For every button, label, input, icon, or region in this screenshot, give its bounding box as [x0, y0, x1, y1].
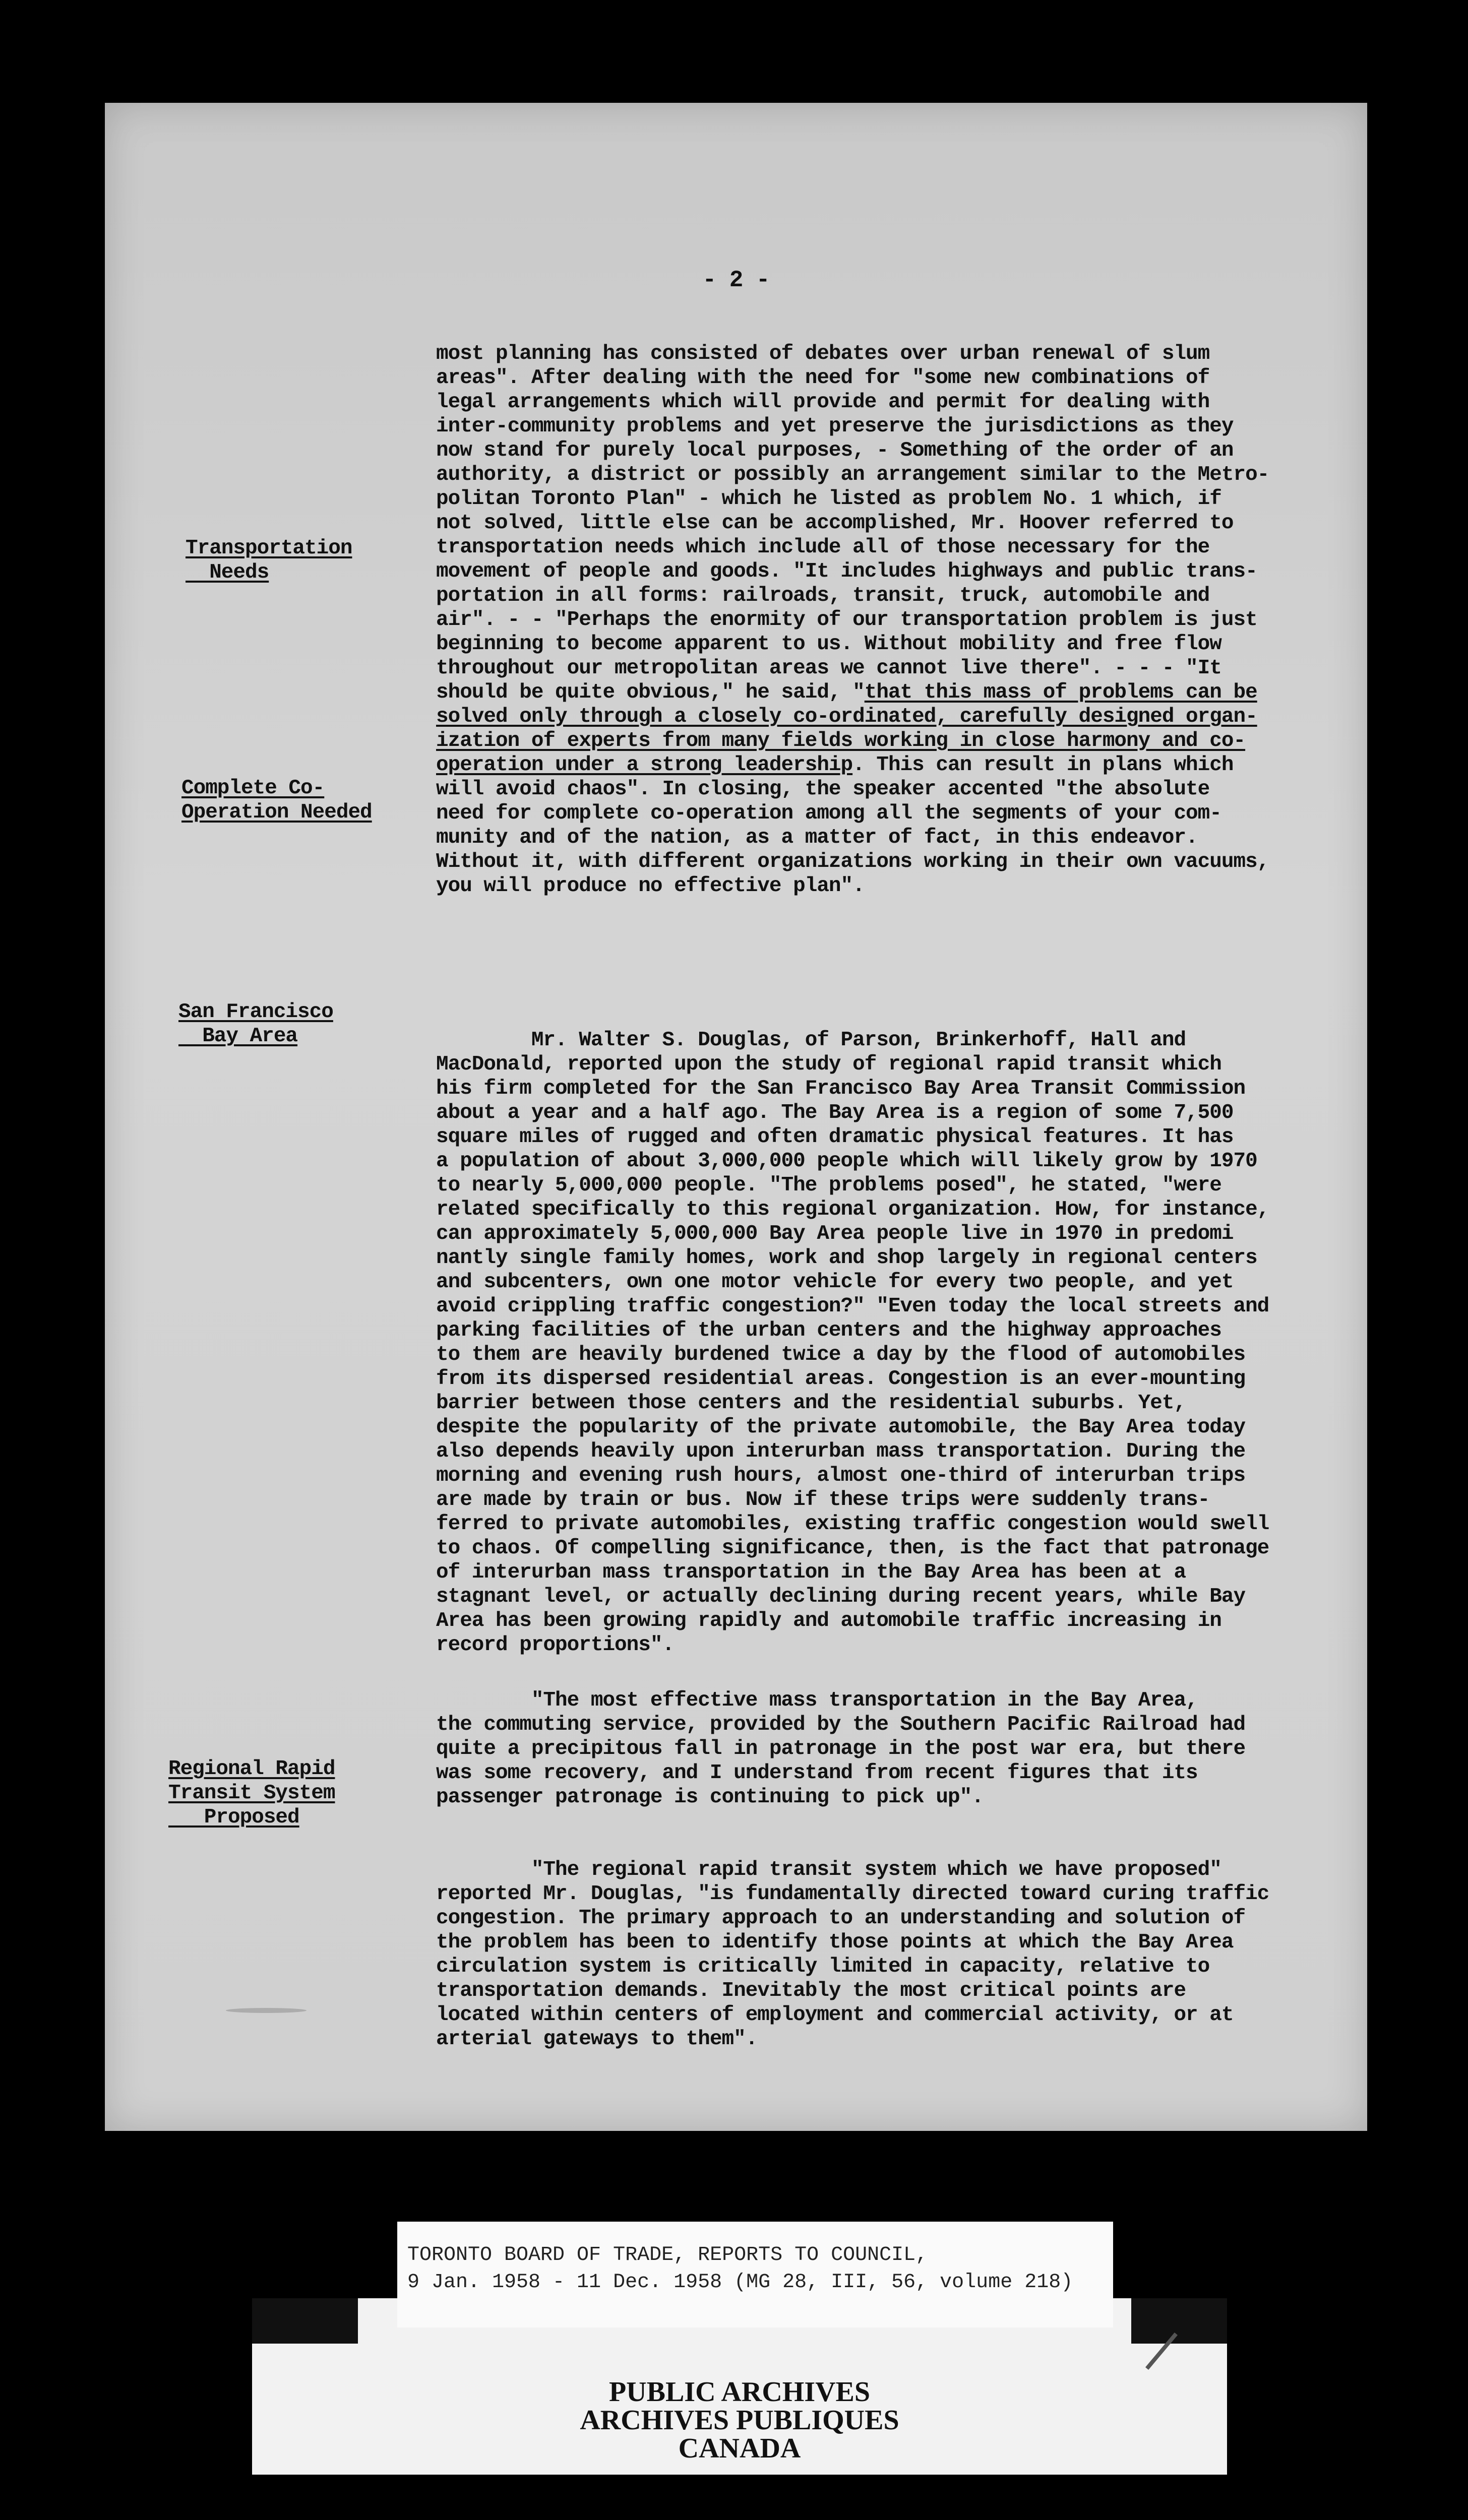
document-page	[105, 103, 1367, 2131]
text-line: to nearly 5,000,000 people. "The problems posed", he stated, "were	[436, 1174, 1221, 1197]
text-line: can approximately 5,000,000 Bay Area people live in 1970 in predomi	[436, 1222, 1234, 1245]
margin-note-complete-cooperation: Complete Co- Operation Needed	[181, 777, 372, 824]
text-line: "The most effective mass transportation in the Bay Area,	[436, 1689, 1198, 1712]
paragraph-hoover	[436, 342, 1323, 898]
citation-line: TORONTO BOARD OF TRADE, REPORTS TO COUNCIL,	[407, 2244, 928, 2266]
text-line: despite the popularity of the private automobile, the Bay Area today	[436, 1416, 1246, 1439]
text-line	[436, 729, 1323, 753]
text-line: nantly single family homes, work and shop largely in regional centers	[436, 1246, 1257, 1270]
logo-line: ARCHIVES PUBLIQUES	[580, 2405, 899, 2436]
text-line: morning and evening rush hours, almost one-third of interurban trips	[436, 1464, 1246, 1487]
text-line: arterial gateways to them".	[436, 2028, 758, 2051]
text-line: located within centers of employment and commercial activity, or at	[436, 2003, 1234, 2027]
text-line: the problem has been to identify those points at which the Bay Area	[436, 1931, 1234, 1954]
text-line: Without it, with different organizations working in their own vacuums,	[436, 850, 1269, 873]
archive-logo	[252, 2378, 1227, 2463]
text-line: will avoid chaos". In closing, the speaker accented "the absolute	[436, 778, 1210, 801]
page-smudge	[226, 2008, 307, 2013]
text-line: about a year and a half ago. The Bay Area is a region of some 7,500	[436, 1101, 1234, 1124]
text-line: transportation demands. Inevitably the most critical points are	[436, 1979, 1186, 2002]
text-line	[436, 753, 1323, 777]
text-line: reported Mr. Douglas, "is fundamentally directed toward curing traffic	[436, 1882, 1269, 1906]
text-line: beginning to become apparent to us. Without mobility and free flow	[436, 633, 1221, 656]
text-line: movement of people and goods. "It includes highways and public trans-	[436, 560, 1257, 583]
text-line	[436, 680, 1323, 705]
text-line: Mr. Walter S. Douglas, of Parson, Brinkerhoff, Hall and	[436, 1029, 1186, 1052]
text-line: parking facilities of the urban centers and the highway approaches	[436, 1319, 1221, 1342]
text-line: to them are heavily burdened twice a day by the flood of automobiles	[436, 1343, 1246, 1366]
text-line: avoid crippling traffic congestion?" "Even today the local streets and	[436, 1295, 1269, 1318]
text-line: areas". After dealing with the need for "some new combinations of	[436, 366, 1210, 390]
text-line: MacDonald, reported upon the study of regional rapid transit which	[436, 1053, 1221, 1076]
underlined-text: solved only through a closely co-ordinated, carefully designed organ-	[436, 705, 1257, 728]
text-line: was some recovery, and I understand from recent figures that its	[436, 1761, 1198, 1785]
text-line	[436, 705, 1323, 729]
text-line: air". - - "Perhaps the enormity of our transportation problem is just	[436, 608, 1257, 632]
text-line: a population of about 3,000,000 people which will likely grow by 1970	[436, 1150, 1257, 1173]
text-line: to chaos. Of compelling significance, then, is the fact that patronage	[436, 1537, 1269, 1560]
text-line: passenger patronage is continuing to pick up".	[436, 1786, 984, 1809]
text-line: authority, a district or possibly an arrangement similar to the Metro-	[436, 463, 1269, 486]
text-line: circulation system is critically limited in capacity, relative to	[436, 1955, 1210, 1978]
text-line: square miles of rugged and often dramatic physical features. It has	[436, 1125, 1234, 1149]
text-line: need for complete co-operation among all the segments of your com-	[436, 802, 1221, 825]
text-line: and subcenters, own one motor vehicle for every two people, and yet	[436, 1271, 1234, 1294]
margin-note-regional-rapid-transit: Regional Rapid Transit System Proposed	[168, 1757, 335, 1829]
text-line: record proportions".	[436, 1633, 675, 1657]
text-line: transportation needs which include all of those necessary for the	[436, 536, 1210, 559]
logo-line: PUBLIC ARCHIVES	[608, 2376, 871, 2408]
archive-citation	[397, 2222, 1113, 2327]
citation-line: 9 Jan. 1958 - 11 Dec. 1958 (MG 28, III, 56, volume 218)	[407, 2271, 1073, 2294]
text-line: from its dispersed residential areas. Congestion is an ever-mounting	[436, 1367, 1246, 1391]
text-line: ferred to private automobiles, existing traffic congestion would swell	[436, 1513, 1269, 1536]
card-notch	[1131, 2298, 1227, 2344]
paragraph-regional-transit	[436, 1858, 1323, 2051]
text-line: congestion. The primary approach to an understanding and solution of	[436, 1907, 1246, 1930]
text-line: politan Toronto Plan" - which he listed as problem No. 1 which, if	[436, 487, 1221, 511]
text-line: inter-community problems and yet preserve the jurisdictions as they	[436, 415, 1234, 438]
underlined-text: operation under a strong leadership	[436, 753, 853, 777]
text-line: of interurban mass transportation in the Bay Area has been at a	[436, 1561, 1186, 1584]
card-notch	[252, 2298, 358, 2344]
logo-line: CANADA	[678, 2433, 801, 2464]
text-line: barrier between those centers and the residential suburbs. Yet,	[436, 1392, 1186, 1415]
text-line: portation in all forms: railroads, transit, truck, automobile and	[436, 584, 1210, 607]
page-number: - 2 -	[702, 267, 770, 293]
text-line: now stand for purely local purposes, - Something of the order of an	[436, 439, 1234, 462]
underlined-text: that this mass of problems can be	[864, 681, 1257, 704]
text-line: you will produce no effective plan".	[436, 874, 865, 898]
margin-note-san-francisco-bay-area: San Francisco Bay Area	[178, 1000, 333, 1048]
text-line: the commuting service, provided by the Southern Pacific Railroad had	[436, 1713, 1246, 1736]
paragraph-southern-pacific	[436, 1688, 1323, 1809]
text-line: throughout our metropolitan areas we cannot live there". - - - "It	[436, 657, 1221, 680]
text-line: related specifically to this regional organization. How, for instance,	[436, 1198, 1269, 1221]
text-line: are made by train or bus. Now if these trips were suddenly trans-	[436, 1488, 1210, 1511]
text-line: most planning has consisted of debates over urban renewal of slum	[436, 342, 1210, 365]
paragraph-douglas	[436, 1028, 1323, 1657]
text-line: Area has been growing rapidly and automobile traffic increasing in	[436, 1609, 1221, 1632]
text-line: quite a precipitous fall in patronage in the post war era, but there	[436, 1737, 1246, 1760]
underlined-text: ization of experts from many fields working in close harmony and co-	[436, 729, 1246, 752]
text-line: stagnant level, or actually declining during recent years, while Bay	[436, 1585, 1246, 1608]
text-line: munity and of the nation, as a matter of fact, in this endeavor.	[436, 826, 1198, 849]
text-line: also depends heavily upon interurban mass transportation. During the	[436, 1440, 1246, 1463]
text-segment: . This can result in plans which	[852, 753, 1234, 777]
text-line: legal arrangements which will provide and permit for dealing with	[436, 391, 1210, 414]
text-segment: should be quite obvious," he said, "	[436, 681, 865, 704]
text-line: his firm completed for the San Francisco Bay Area Transit Commission	[436, 1077, 1246, 1100]
text-line: "The regional rapid transit system which we have proposed"	[436, 1858, 1221, 1881]
text-line: not solved, little else can be accomplished, Mr. Hoover referred to	[436, 512, 1234, 535]
margin-note-transportation-needs: Transportation Needs	[186, 537, 352, 584]
